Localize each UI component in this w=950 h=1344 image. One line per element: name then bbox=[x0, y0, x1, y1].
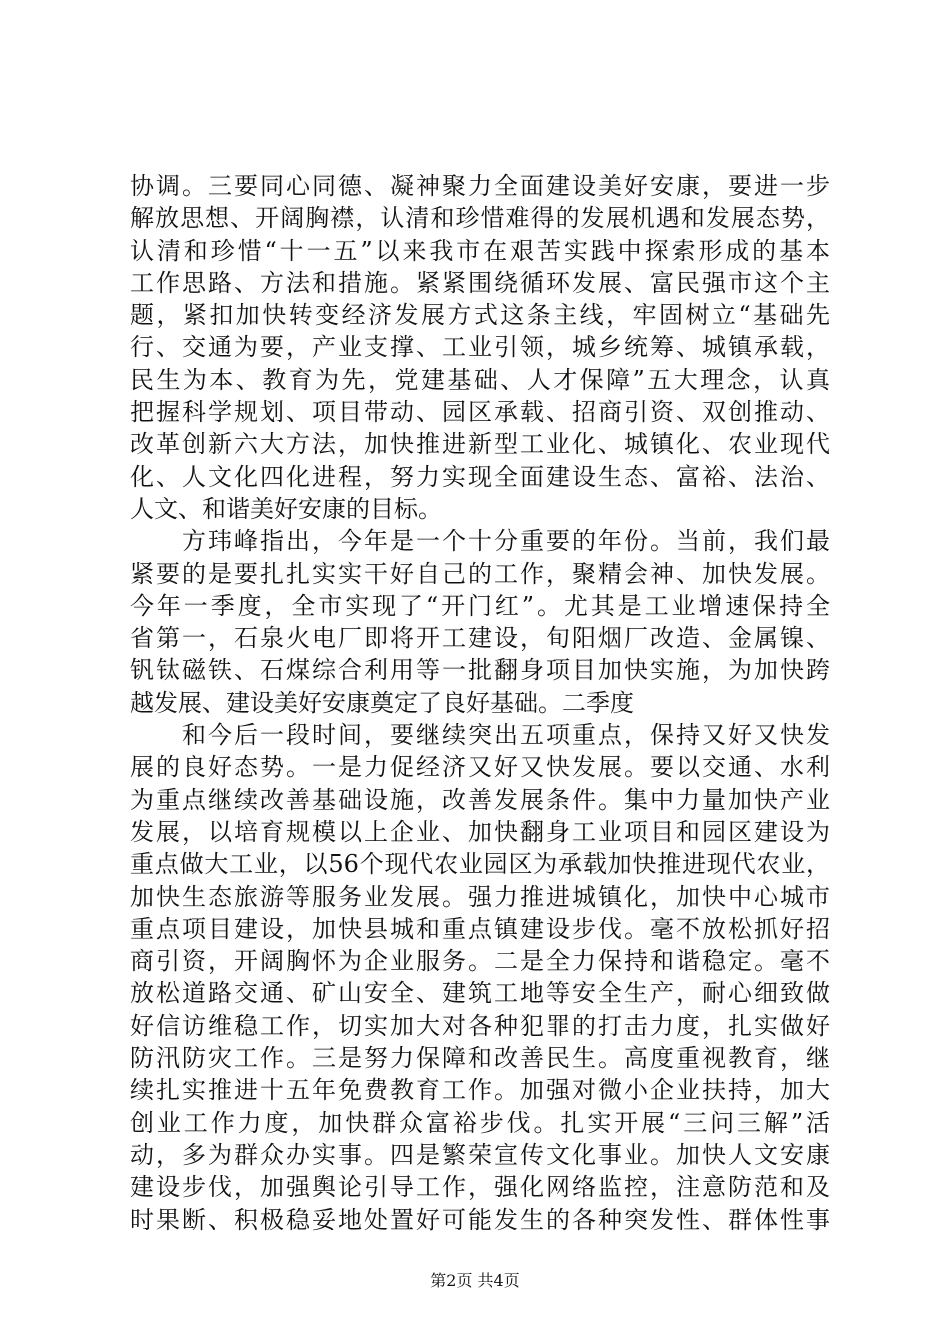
text-line: 工作思路、方法和措施。紧紧围绕循环发展、富民强市这个主 bbox=[130, 268, 830, 297]
text-line: 协调。三要同心同德、凝神聚力全面建设美好安康，要进一步 bbox=[130, 172, 830, 200]
text-line: 商引资，开阔胸怀为企业服务。二是全力保持和谐稳定。毫不 bbox=[130, 947, 830, 976]
text-line: 省第一，石泉火电厂即将开工建设，旬阳烟厂改造、金属镍、 bbox=[130, 624, 830, 653]
text-line: 时果断、积极稳妥地处置好可能发生的各种突发性、群体性事 bbox=[130, 1205, 830, 1234]
text-line: 题，紧扣加快转变经济发展方式这条主线，牢固树立“基础先 bbox=[130, 301, 830, 330]
text-line: 放松道路交通、矿山安全、建筑工地等安全生产，耐心细致做 bbox=[130, 979, 830, 1008]
text-line: 钒钛磁铁、石煤综合利用等一批翻身项目加快实施，为加快跨 bbox=[130, 656, 830, 685]
text-line: 民生为本、教育为先，党建基础、人才保障”五大理念，认真 bbox=[130, 365, 830, 394]
text-line: 越发展、建设美好安康奠定了良好基础。二季度 bbox=[130, 688, 634, 717]
text-line: 今年一季度，全市实现了“开门红”。尤其是工业增速保持全 bbox=[130, 591, 830, 620]
text-line: 续扎实推进十五年免费教育工作。加强对微小企业扶持，加大 bbox=[130, 1076, 830, 1105]
text-line: 发展，以培育规模以上企业、加快翻身工业项目和园区建设为 bbox=[130, 817, 830, 846]
text-line: 把握科学规划、项目带动、园区承载、招商引资、双创推动、 bbox=[130, 398, 830, 427]
text-line: 为重点继续改善基础设施，改善发展条件。集中力量加快产业 bbox=[130, 785, 830, 814]
text-line: 好信访维稳工作，切实加大对各种犯罪的打击力度，扎实做好 bbox=[130, 1011, 830, 1040]
text-line: 和今后一段时间，要继续突出五项重点，保持又好又快发 bbox=[130, 721, 830, 750]
text-line: 行、交通为要，产业支撑、工业引领，城乡统筹、城镇承载， bbox=[130, 333, 830, 362]
text-line: 展的良好态势。一是力促经济又好又快发展。要以交通、水利 bbox=[130, 753, 830, 782]
text-line: 解放思想、开阔胸襟，认清和珍惜难得的发展机遇和发展态势， bbox=[130, 204, 830, 233]
text-line: 紧要的是要扎扎实实干好自己的工作，聚精会神、加快发展。 bbox=[130, 559, 830, 588]
document-body bbox=[130, 170, 830, 1236]
page-footer: 第2页 共4页 bbox=[430, 1271, 520, 1290]
text-line: 改革创新六大方法，加快推进新型工业化、城镇化、农业现代 bbox=[130, 430, 830, 459]
text-line: 重点做大工业，以56个现代农业园区为承载加快推进现代农业， bbox=[130, 850, 830, 879]
text-line: 动，多为群众办实事。四是繁荣宣传文化事业。加快人文安康 bbox=[130, 1140, 830, 1169]
text-line: 重点项目建设，加快县城和重点镇建设步伐。毫不放松抓好招 bbox=[130, 914, 830, 943]
text-line: 建设步伐，加强舆论引导工作，强化网络监控，注意防范和及 bbox=[130, 1173, 830, 1202]
text-line: 化、人文化四化进程，努力实现全面建设生态、富裕、法治、 bbox=[130, 462, 830, 491]
text-line: 方玮峰指出，今年是一个十分重要的年份。当前，我们最 bbox=[130, 527, 830, 556]
text-line: 防汛防灾工作。三是努力保障和改善民生。高度重视教育，继 bbox=[130, 1044, 830, 1073]
text-line: 人文、和谐美好安康的目标。 bbox=[130, 494, 442, 523]
text-line: 加快生态旅游等服务业发展。强力推进城镇化，加快中心城市 bbox=[130, 882, 830, 911]
text-line: 创业工作力度，加快群众富裕步伐。扎实开展“三问三解”活 bbox=[130, 1108, 830, 1137]
text-line: 认清和珍惜“十一五”以来我市在艰苦实践中探索形成的基本 bbox=[130, 236, 830, 265]
